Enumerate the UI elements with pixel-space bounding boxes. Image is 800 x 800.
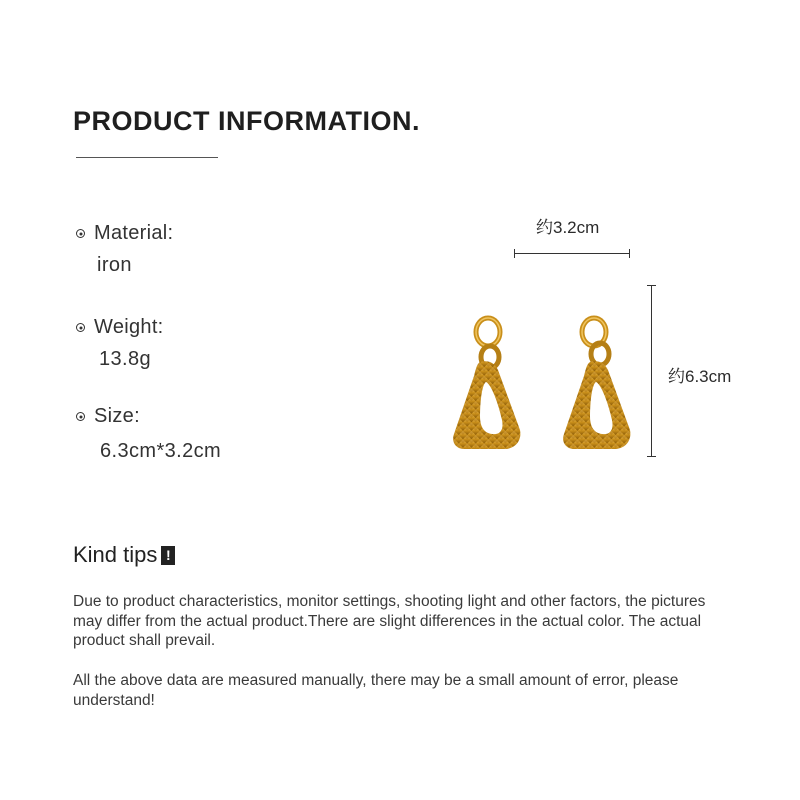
- spec-weight: [76, 316, 164, 371]
- bullet-icon: [76, 323, 85, 332]
- tips-paragraph-1: Due to product characteristics, monitor settings, shooting light and other factors, the pictures may differ from the actual product.There are slight differences in the actual color. The actual product shall prevail.: [73, 593, 706, 649]
- kind-tips-heading: [73, 542, 175, 568]
- spec-label: Material:: [94, 222, 174, 244]
- spec-value: 6.3cm*3.2cm: [100, 440, 222, 462]
- kind-tips-label: Kind tips: [73, 542, 158, 567]
- spec-value: iron: [97, 254, 132, 276]
- earring-right-image: [552, 312, 642, 457]
- width-dimension-label: 约3.2cm: [536, 218, 600, 237]
- bullet-icon: [76, 229, 85, 238]
- page-title: PRODUCT INFORMATION.: [73, 106, 420, 136]
- title-underline: [76, 157, 218, 158]
- earring-left-image: [446, 312, 536, 457]
- height-dimension-line: [651, 285, 652, 457]
- spec-size: [76, 405, 221, 463]
- width-dimension-line: [514, 253, 630, 254]
- spec-label: Size:: [94, 405, 140, 427]
- spec-label: Weight:: [94, 316, 164, 338]
- bullet-icon: [76, 412, 85, 421]
- spec-material: [76, 222, 173, 277]
- height-dimension-label: 约6.3cm: [668, 367, 732, 386]
- tips-paragraph-2: All the above data are measured manually, there may be a small amount of error, please understand!: [73, 672, 679, 709]
- exclamation-icon: !: [161, 546, 175, 565]
- spec-value: 13.8g: [99, 348, 152, 370]
